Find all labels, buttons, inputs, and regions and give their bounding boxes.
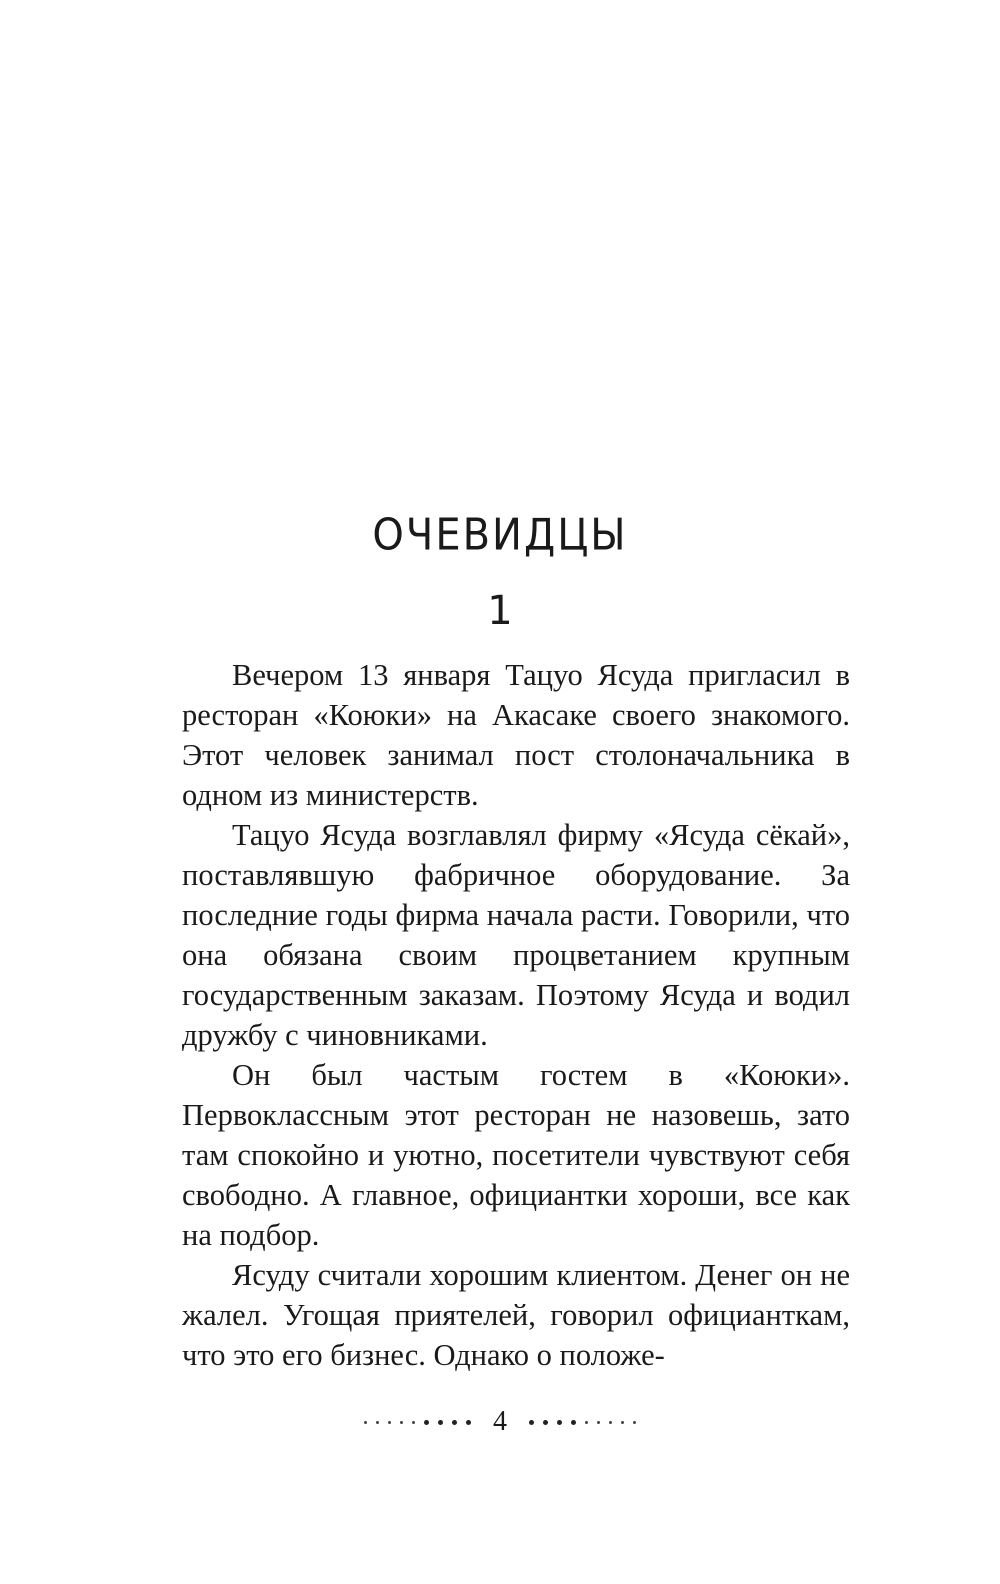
dot-ornament [609,1421,612,1424]
paragraph: Ясуду считали хорошим клиентом. Денег он не жалел. Угощая приятелей, говорил официанткам, что это его бизнес. Однако о положе- [182,1258,850,1372]
dot-ornament [597,1421,600,1424]
paragraph: Тацуо Ясуда возглавлял фирму «Ясуда сёкай», поставлявшую фабричное оборудование. За последние годы фирма начала расти. Говорили, что она обязана своим процветанием крупным государственным заказам. Поэтому Ясуда и водил дружбу с чиновниками. [182,818,850,1052]
dot-ornament [633,1421,636,1424]
footer-dots-left [364,1420,471,1425]
paragraph: Вечером 13 января Тацуо Ясуда пригласил в ресторан «Коюки» на Акасаке своего знакомого. Этот человек занимал пост столоначальника в одном из министерств. [182,658,850,812]
page-number: 4 [493,1406,507,1437]
dot-ornament [424,1420,429,1425]
chapter-title: ОЧЕВИДЦЫ [372,509,628,561]
section-number: 1 [487,588,513,634]
dot-ornament [543,1420,548,1425]
dot-ornament [438,1420,443,1425]
dot-ornament [621,1421,624,1424]
dot-ornament [400,1421,403,1424]
page-footer [0,1406,1000,1438]
dot-ornament [557,1420,562,1425]
paragraph: Он был частым гостем в «Коюки». Первоклассным этот ресторан не назовешь, зато там спокойно и уютно, посетители чувствуют себя свободно. А главное, официантки хороши, все как на подбор. [182,1058,850,1252]
dot-ornament [529,1420,534,1425]
dot-ornament [376,1421,379,1424]
dot-ornament [364,1421,367,1424]
dot-ornament [466,1420,471,1425]
dot-ornament [571,1420,576,1425]
dot-ornament [452,1420,457,1425]
body-text [182,655,850,1375]
dot-ornament [412,1421,415,1424]
dot-ornament [585,1421,588,1424]
footer-dots-right [529,1420,636,1425]
dot-ornament [388,1421,391,1424]
